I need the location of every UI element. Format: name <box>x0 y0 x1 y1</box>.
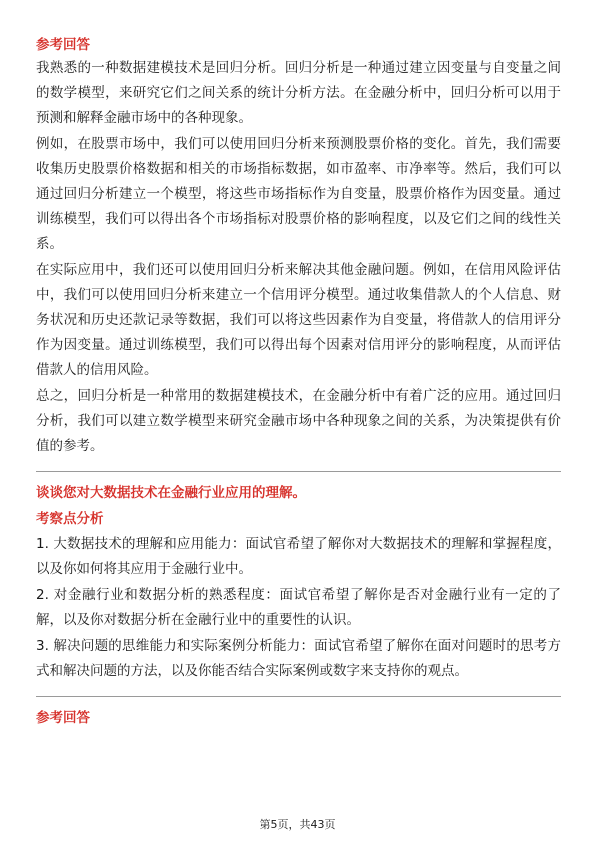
reference-answer-heading: 参考回答 <box>36 37 90 53</box>
section-divider <box>36 696 561 697</box>
analysis-point: 3. 解决问题的思维能力和实际案例分析能力：面试官希望了解你在面对问题时的思考方式和解决问题的方法，以及你能否结合实际案例或数字来支持你的观点。 <box>36 638 561 679</box>
analysis-heading: 考察点分析 <box>36 511 104 527</box>
section-divider <box>36 471 561 472</box>
page-number-footer: 第5页，共43页 <box>259 818 336 831</box>
answer-paragraph: 在实际应用中，我们还可以使用回归分析来解决其他金融问题。例如，在信用风险评估中，我们可以使用回归分析来建立一个信用评分模型。通过收集借款人的个人信息、财务状况和历史还款记录等数据，我们可以将这些因素作为自变量，将借款人的信用评分作为因变量。通过训练模型，我们可以得出每个因素对信用评分的影响程度，从而评估借款人的信用风险。 <box>36 262 561 378</box>
reference-answer-heading: 参考回答 <box>36 710 90 726</box>
question-heading: 谈谈您对大数据技术在金融行业应用的理解。 <box>36 485 306 501</box>
document-page <box>36 34 561 729</box>
analysis-point: 2. 对金融行业和数据分析的熟悉程度：面试官希望了解你是否对金融行业有一定的了解，以及你对数据分析在金融行业中的重要性的认识。 <box>36 587 561 628</box>
analysis-point: 1. 大数据技术的理解和应用能力：面试官希望了解你对大数据技术的理解和掌握程度，以及你如何将其应用于金融行业中。 <box>36 536 561 577</box>
answer-paragraph: 例如，在股票市场中，我们可以使用回归分析来预测股票价格的变化。首先，我们需要收集历史股票价格数据和相关的市场指标数据，如市盈率、市净率等。然后，我们可以通过回归分析建立一个模型，将这些市场指标作为自变量，股票价格作为因变量。通过训练模型，我们可以得出各个市场指标对股票价格的影响程度，以及它们之间的线性关系。 <box>36 136 561 252</box>
answer-paragraph: 总之，回归分析是一种常用的数据建模技术，在金融分析中有着广泛的应用。通过回归分析，我们可以建立数学模型来研究金融市场中各种现象之间的关系，为决策提供有价值的参考。 <box>36 388 561 454</box>
answer-paragraph: 我熟悉的一种数据建模技术是回归分析。回归分析是一种通过建立因变量与自变量之间的数学模型，来研究它们之间关系的统计分析方法。在金融分析中，回归分析可以用于预测和解释金融市场中的各种现象。 <box>36 60 561 126</box>
